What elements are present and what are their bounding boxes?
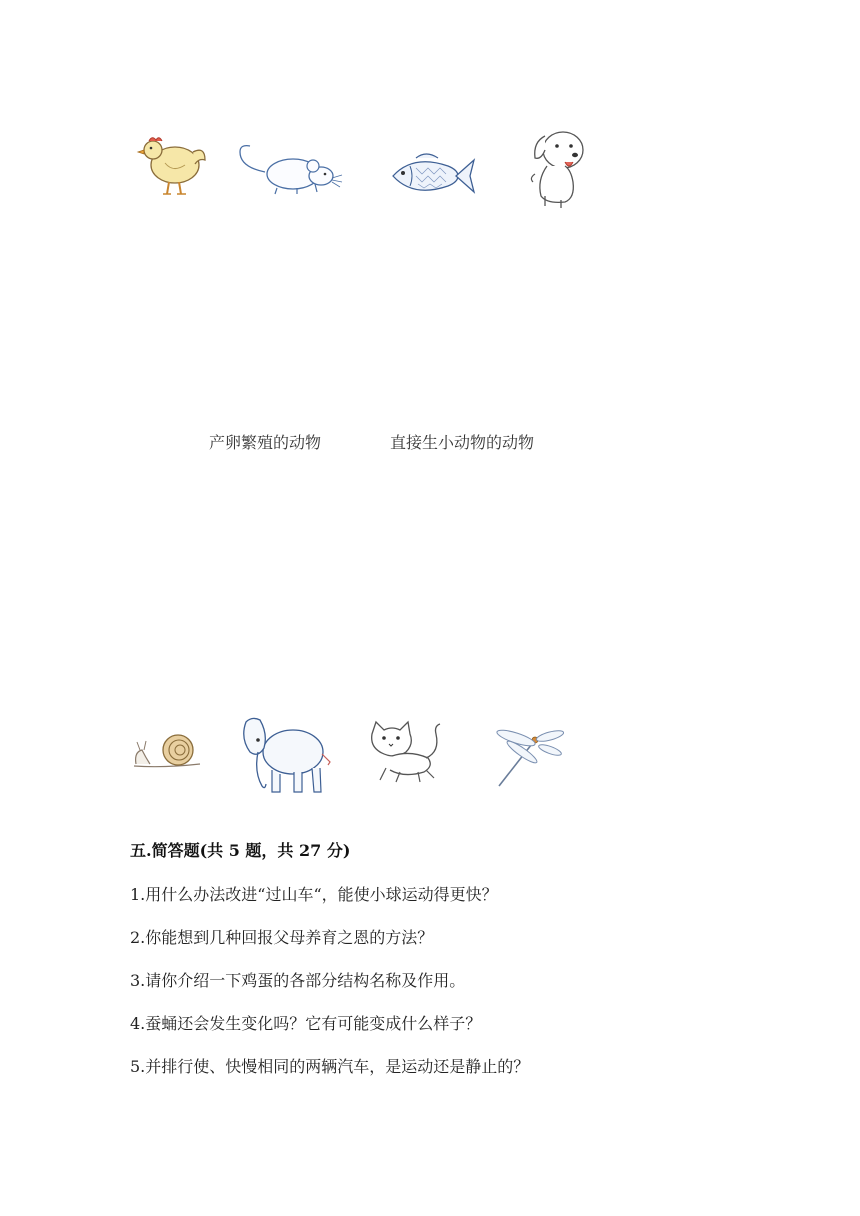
live-birth-label: 直接生小动物的动物 — [390, 433, 535, 452]
question-4: 4.蚕蛹还会发生变化吗？它有可能变成什么样子？ — [130, 1014, 482, 1033]
category-labels — [0, 430, 860, 460]
question-3: 3.请你介绍一下鸡蛋的各部分结构名称及作用。 — [130, 971, 466, 990]
elephant-icon — [238, 712, 333, 797]
mouse-icon — [235, 140, 345, 200]
question-5: 5.并排行使、快慢相同的两辆汽车，是运动还是静止的？ — [130, 1057, 530, 1076]
puppy-icon — [525, 122, 595, 212]
question-2: 2.你能想到几种回报父母养育之恩的方法？ — [130, 928, 434, 947]
egg-laying-label: 产卵繁殖的动物 — [209, 433, 322, 452]
cat-icon — [362, 718, 447, 788]
fish-icon — [388, 148, 478, 203]
hen-icon — [135, 130, 210, 200]
question-1: 1.用什么办法改进“过山车“，能使小球运动得更快？ — [130, 885, 498, 904]
section-title: 五.简答题(共 5 题，共 27 分) — [130, 841, 351, 860]
dragonfly-icon — [490, 722, 565, 790]
snail-icon — [132, 728, 204, 773]
